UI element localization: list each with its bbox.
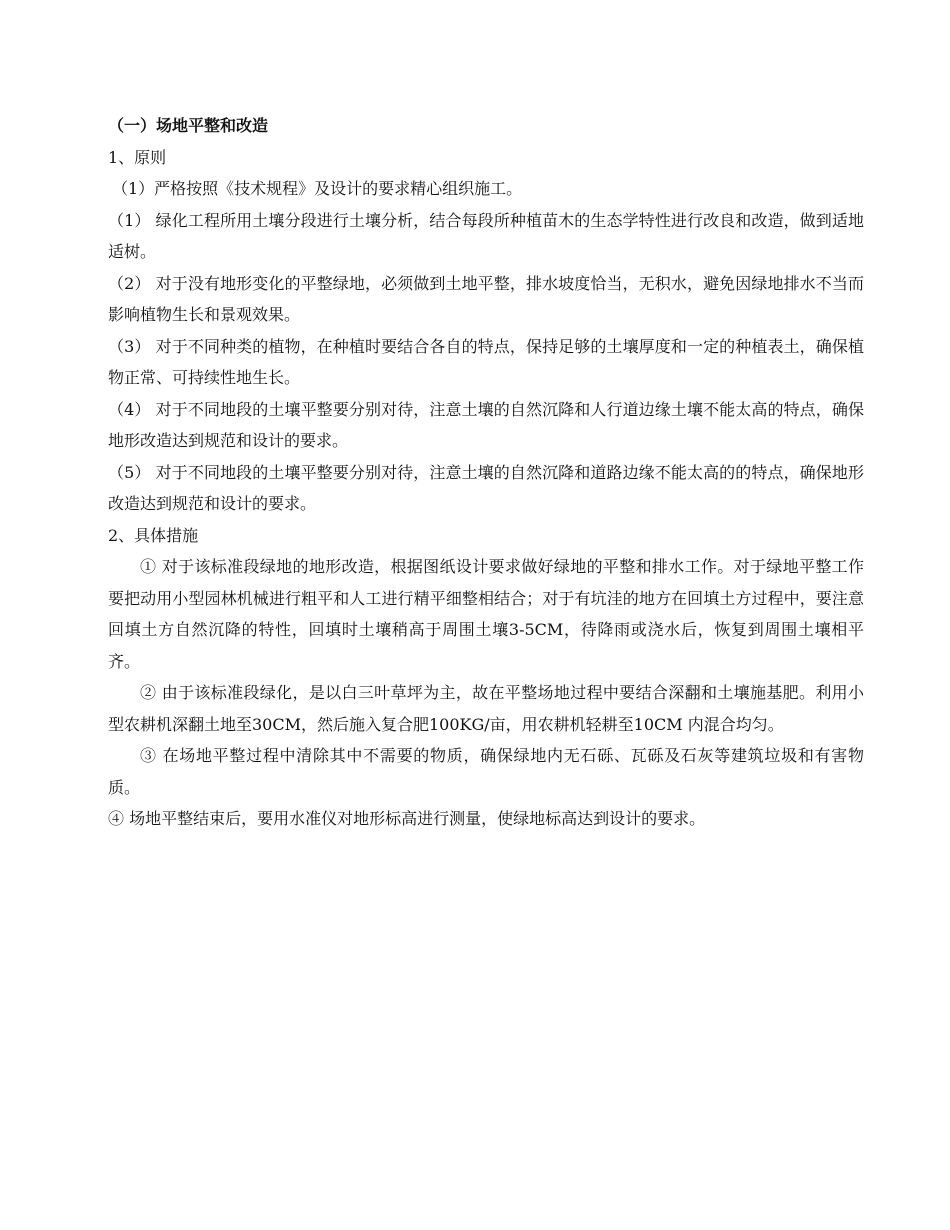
- principle-paragraph-4: （3） 对于不同种类的植物，在种植时要结合各自的特点，保持足够的土壤厚度和一定的种植表土，确保植物正常、可持续性地生长。: [108, 336, 864, 387]
- principle-paragraph-3: （2） 对于没有地形变化的平整绿地，必须做到土地平整，排水坡度恰当，无积水，避免因绿地排水不当而影响植物生长和景观效果。: [108, 273, 864, 324]
- measure-paragraph-2: ② 由于该标准段绿化，是以白三叶草坪为主，故在平整场地过程中要结合深翻和土壤施基肥。利用小型农耕机深翻土地至30CM，然后施入复合肥100KG/亩，用农耕机轻耕至10CM 内混合均匀。: [108, 683, 864, 734]
- measure-paragraph-1: ① 对于该标准段绿地的地形改造，根据图纸设计要求做好绿地的平整和排水工作。对于绿地平整工作要把动用小型园林机械进行粗平和人工进行精平细整相结合；对于有坑洼的地方在回填土方过程中，要注意回填土方自然沉降的特性，回填时土壤稍高于周围土壤3-5CM，待降雨或浇水后，恢复到周围土壤相平齐。: [108, 557, 864, 671]
- principle-paragraph-6: （5） 对于不同地段的土壤平整要分别对待，注意土壤的自然沉降和道路边缘不能太高的的特点，确保地形改造达到规范和设计的要求。: [108, 462, 864, 513]
- subsection-title-measures: 2、具体措施: [108, 525, 199, 545]
- measure-paragraph-4: ④ 场地平整结束后，要用水准仪对地形标高进行测量，使绿地标高达到设计的要求。: [108, 809, 706, 828]
- section-title: （一）场地平整和改造: [108, 116, 269, 135]
- principle-paragraph-1: （1）严格按照《技术规程》及设计的要求精心组织施工。: [112, 179, 523, 198]
- document-page: [108, 110, 864, 835]
- measure-paragraph-3: ③ 在场地平整过程中清除其中不需要的物质，确保绿地内无石砾、瓦砾及石灰等建筑垃圾和有害物质。: [108, 746, 864, 797]
- principle-paragraph-5: （4） 对于不同地段的土壤平整要分别对待，注意土壤的自然沉降和人行道边缘土壤不能太高的特点，确保地形改造达到规范和设计的要求。: [108, 399, 864, 450]
- principle-paragraph-2: （1） 绿化工程所用土壤分段进行土壤分析，结合每段所种植苗木的生态学特性进行改良和改造，做到适地适树。: [108, 210, 864, 261]
- subsection-title-principles: 1、原则: [108, 147, 167, 167]
